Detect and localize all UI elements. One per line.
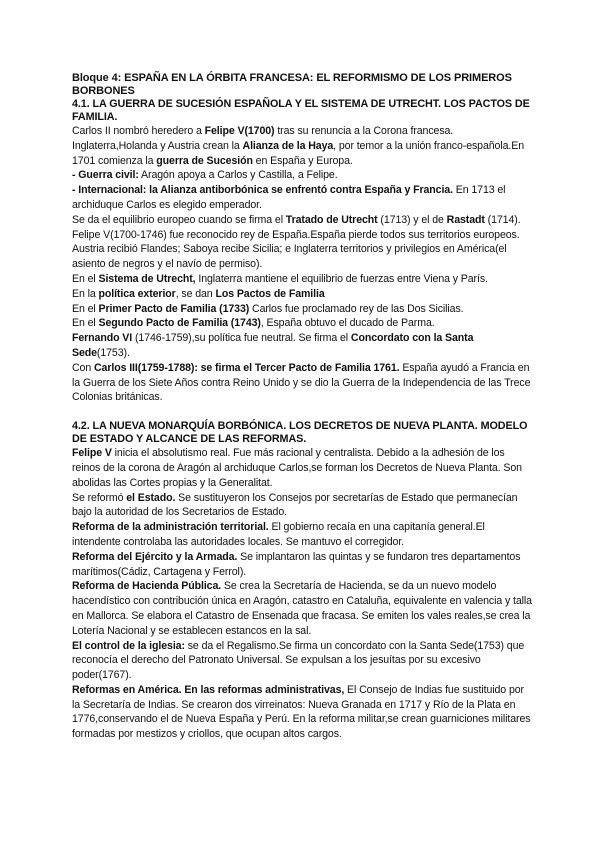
text: , por temor a la unión franco-española.En 1701 comienza la xyxy=(72,139,524,167)
text: En la xyxy=(72,287,99,300)
bold-text: Reformas en América. En las reformas administrativas, xyxy=(72,683,345,696)
bold-text: Felipe V(1700) xyxy=(204,125,275,137)
text: Se implantaron las quintas y se fundaron tres departamentos marítimos(Cádiz, Cartagena y Ferrol). xyxy=(72,550,521,578)
text: Carlos II nombró heredero a xyxy=(72,125,205,137)
text: tras su renuncia a la Corona francesa. Inglaterra,Holanda y Austria crean la xyxy=(72,125,454,152)
bold-text: - Internacional: la Alianza antiborbónica se enfrentó contra España y Francia. xyxy=(72,184,453,197)
paragraph-treasury-reform xyxy=(72,579,532,638)
text: Inglaterra mantiene el equilibrio de fuerzas entre Viena y París. xyxy=(195,272,488,285)
paragraph-church-control xyxy=(72,639,532,683)
paragraph-utrecht-system xyxy=(72,272,532,287)
section-gap xyxy=(72,405,532,420)
bold-text: Sistema de Utrecht, xyxy=(98,272,196,285)
bold-text: El control de la iglesia: xyxy=(72,639,185,652)
bold-text: - Guerra civil: xyxy=(72,169,139,182)
text: (1753). xyxy=(96,346,130,359)
paragraph-absolutism xyxy=(72,446,532,490)
text: (1713) y el de xyxy=(377,213,447,226)
bold-text: Alianza de la Haya xyxy=(242,139,334,152)
bold-text: Reforma del Ejército y la Armada. xyxy=(72,550,238,563)
bold-text: guerra de Sucesión xyxy=(156,154,253,167)
bold-text: Reforma de Hacienda Pública. xyxy=(72,580,222,593)
section-1-title: 4.1. LA GUERRA DE SUCESIÓN ESPAÑOLA Y EL SISTEMA DE UTRECHT. LOS PACTOS DE FAMILIA. xyxy=(72,98,530,123)
text: Se crea la Secretaría de Hacienda, se da un nuevo modelo hacendístico con contribución única en Aragón, catastro en Cataluña, equivalente en valencia y talla en Mallorca. Se elabora el Catastro de Ensenada que fracasa. Se emiten los vales reales,se crea la Lotería Nacional y se establecen estancos en la sal. xyxy=(72,580,532,637)
text: En el xyxy=(72,317,99,330)
paragraph-civil-war xyxy=(72,168,532,183)
text: Aragón apoya a Carlos y Castilla, a Felipe. xyxy=(138,169,338,182)
text: España ayudó a Francia en la Guerra de los Siete Años contra Reino Unido y se dio la Guerra de la Independencia de las Trece Colonias británicas. xyxy=(72,361,531,404)
text: Se da el equilibrio europeo cuando se firma el xyxy=(72,213,286,226)
text: En el xyxy=(72,302,99,315)
bold-text: Carlos III(1759-1788): se firma el Tercer Pacto de Familia 1761. xyxy=(93,361,400,374)
bold-text: el Estado. xyxy=(126,491,176,504)
paragraph-carlos-iii xyxy=(72,361,532,405)
bold-text: Segundo Pacto de Familia (1743) xyxy=(98,317,261,330)
paragraph-america-reforms xyxy=(72,683,532,742)
text: , España obtuvo el ducado de Parma. xyxy=(260,317,435,330)
bold-text: Felipe V xyxy=(72,447,112,460)
text: Se sustituyeron los Consejos por secretarías de Estado que permanecían bajo la autoridad de los Secretarios de Estado. xyxy=(72,491,518,519)
text: En 1713 el archiduque Carlos es elegido emperador. xyxy=(72,184,506,211)
paragraph-felipe-v-heir xyxy=(72,124,532,168)
bold-text: política exterior xyxy=(98,287,176,300)
bold-text: Reforma de la administración territorial. xyxy=(72,521,269,534)
text: inicia el absolutismo real. Fue más racional y centralista. Debido a la adhesión de los reinos de la corona de Aragón al archiduque Carlos,se forman los Decretos de Nueva Planta. Son abolidas las Cortes propias y la Generalitat. xyxy=(72,447,522,489)
text: En el xyxy=(72,272,99,285)
paragraph-territorial-reform xyxy=(72,520,532,550)
text: El Consejo de Indias fue sustituido por la Secretaría de Indias. Se crearon dos virreinatos: Nueva Granada en 1717 y Río de la Plata en 1776,conservando el de Nueva España y Perú. En la reforma militar,se crean guarniciones militares formadas por mestizos y criollos, que ocupan altos cargos. xyxy=(72,683,531,741)
text: , se dan xyxy=(175,287,216,300)
bold-text: Tratado de Utrecht xyxy=(285,213,378,226)
text: se da el Regalismo.Se firma un concordato con la Santa Sede(1753) que reconocía el derecho del Patronato Universal. Se expulsan a los jesuítas por su excesivo poder(1767). xyxy=(72,639,525,682)
paragraph-fernando-vi xyxy=(72,331,532,361)
bold-text: Primer Pacto de Familia (1733) xyxy=(98,302,250,315)
paragraph-second-pact xyxy=(72,316,532,331)
bold-text: Fernando VI xyxy=(72,332,133,345)
bold-text: Rastadt xyxy=(446,213,485,226)
paragraph-utrecht-treaty xyxy=(72,213,532,272)
paragraph-international xyxy=(72,183,532,213)
block-title: Bloque 4: ESPAÑA EN LA ÓRBITA FRANCESA: EL REFORMISMO DE LOS PRIMEROS BORBONES xyxy=(72,72,512,97)
paragraph-first-pact xyxy=(72,302,532,317)
text: Con xyxy=(72,361,94,374)
text: (1746-1759),su política fue neutral. Se firma el xyxy=(132,332,351,345)
text: El gobierno recaía en una capitanía general.El intendente controlaba las autoridades locales. Se mantuvo el corregidor. xyxy=(72,521,485,548)
text: (1714). Felipe V(1700-1746) fue reconocido rey de España.España pierde todos sus territorios europeos. Austria recibió Flandes; Saboya recibe Sicilia; e Inglaterra territorios y privilegios en América(el asiento de negros y el navío de permiso). xyxy=(72,213,521,271)
paragraph-army-reform xyxy=(72,550,532,580)
bold-text: Concordato con la Santa Sede xyxy=(72,332,474,359)
paragraph-foreign-policy xyxy=(72,287,532,302)
section-2-title: 4.2. LA NUEVA MONARQUÍA BORBÓNICA. LOS DECRETOS DE NUEVA PLANTA. MODELO DE ESTADO Y ALCANCE DE LAS REFORMAS. xyxy=(72,420,528,446)
paragraph-state-reform xyxy=(72,491,532,521)
document-page xyxy=(72,72,532,742)
text: Se reformó xyxy=(72,491,127,504)
bold-text: Los Pactos de Familia xyxy=(215,287,325,300)
text: en España y Europa. xyxy=(252,154,353,167)
text: Carlos fue proclamado rey de las Dos Sicilias. xyxy=(249,302,464,315)
